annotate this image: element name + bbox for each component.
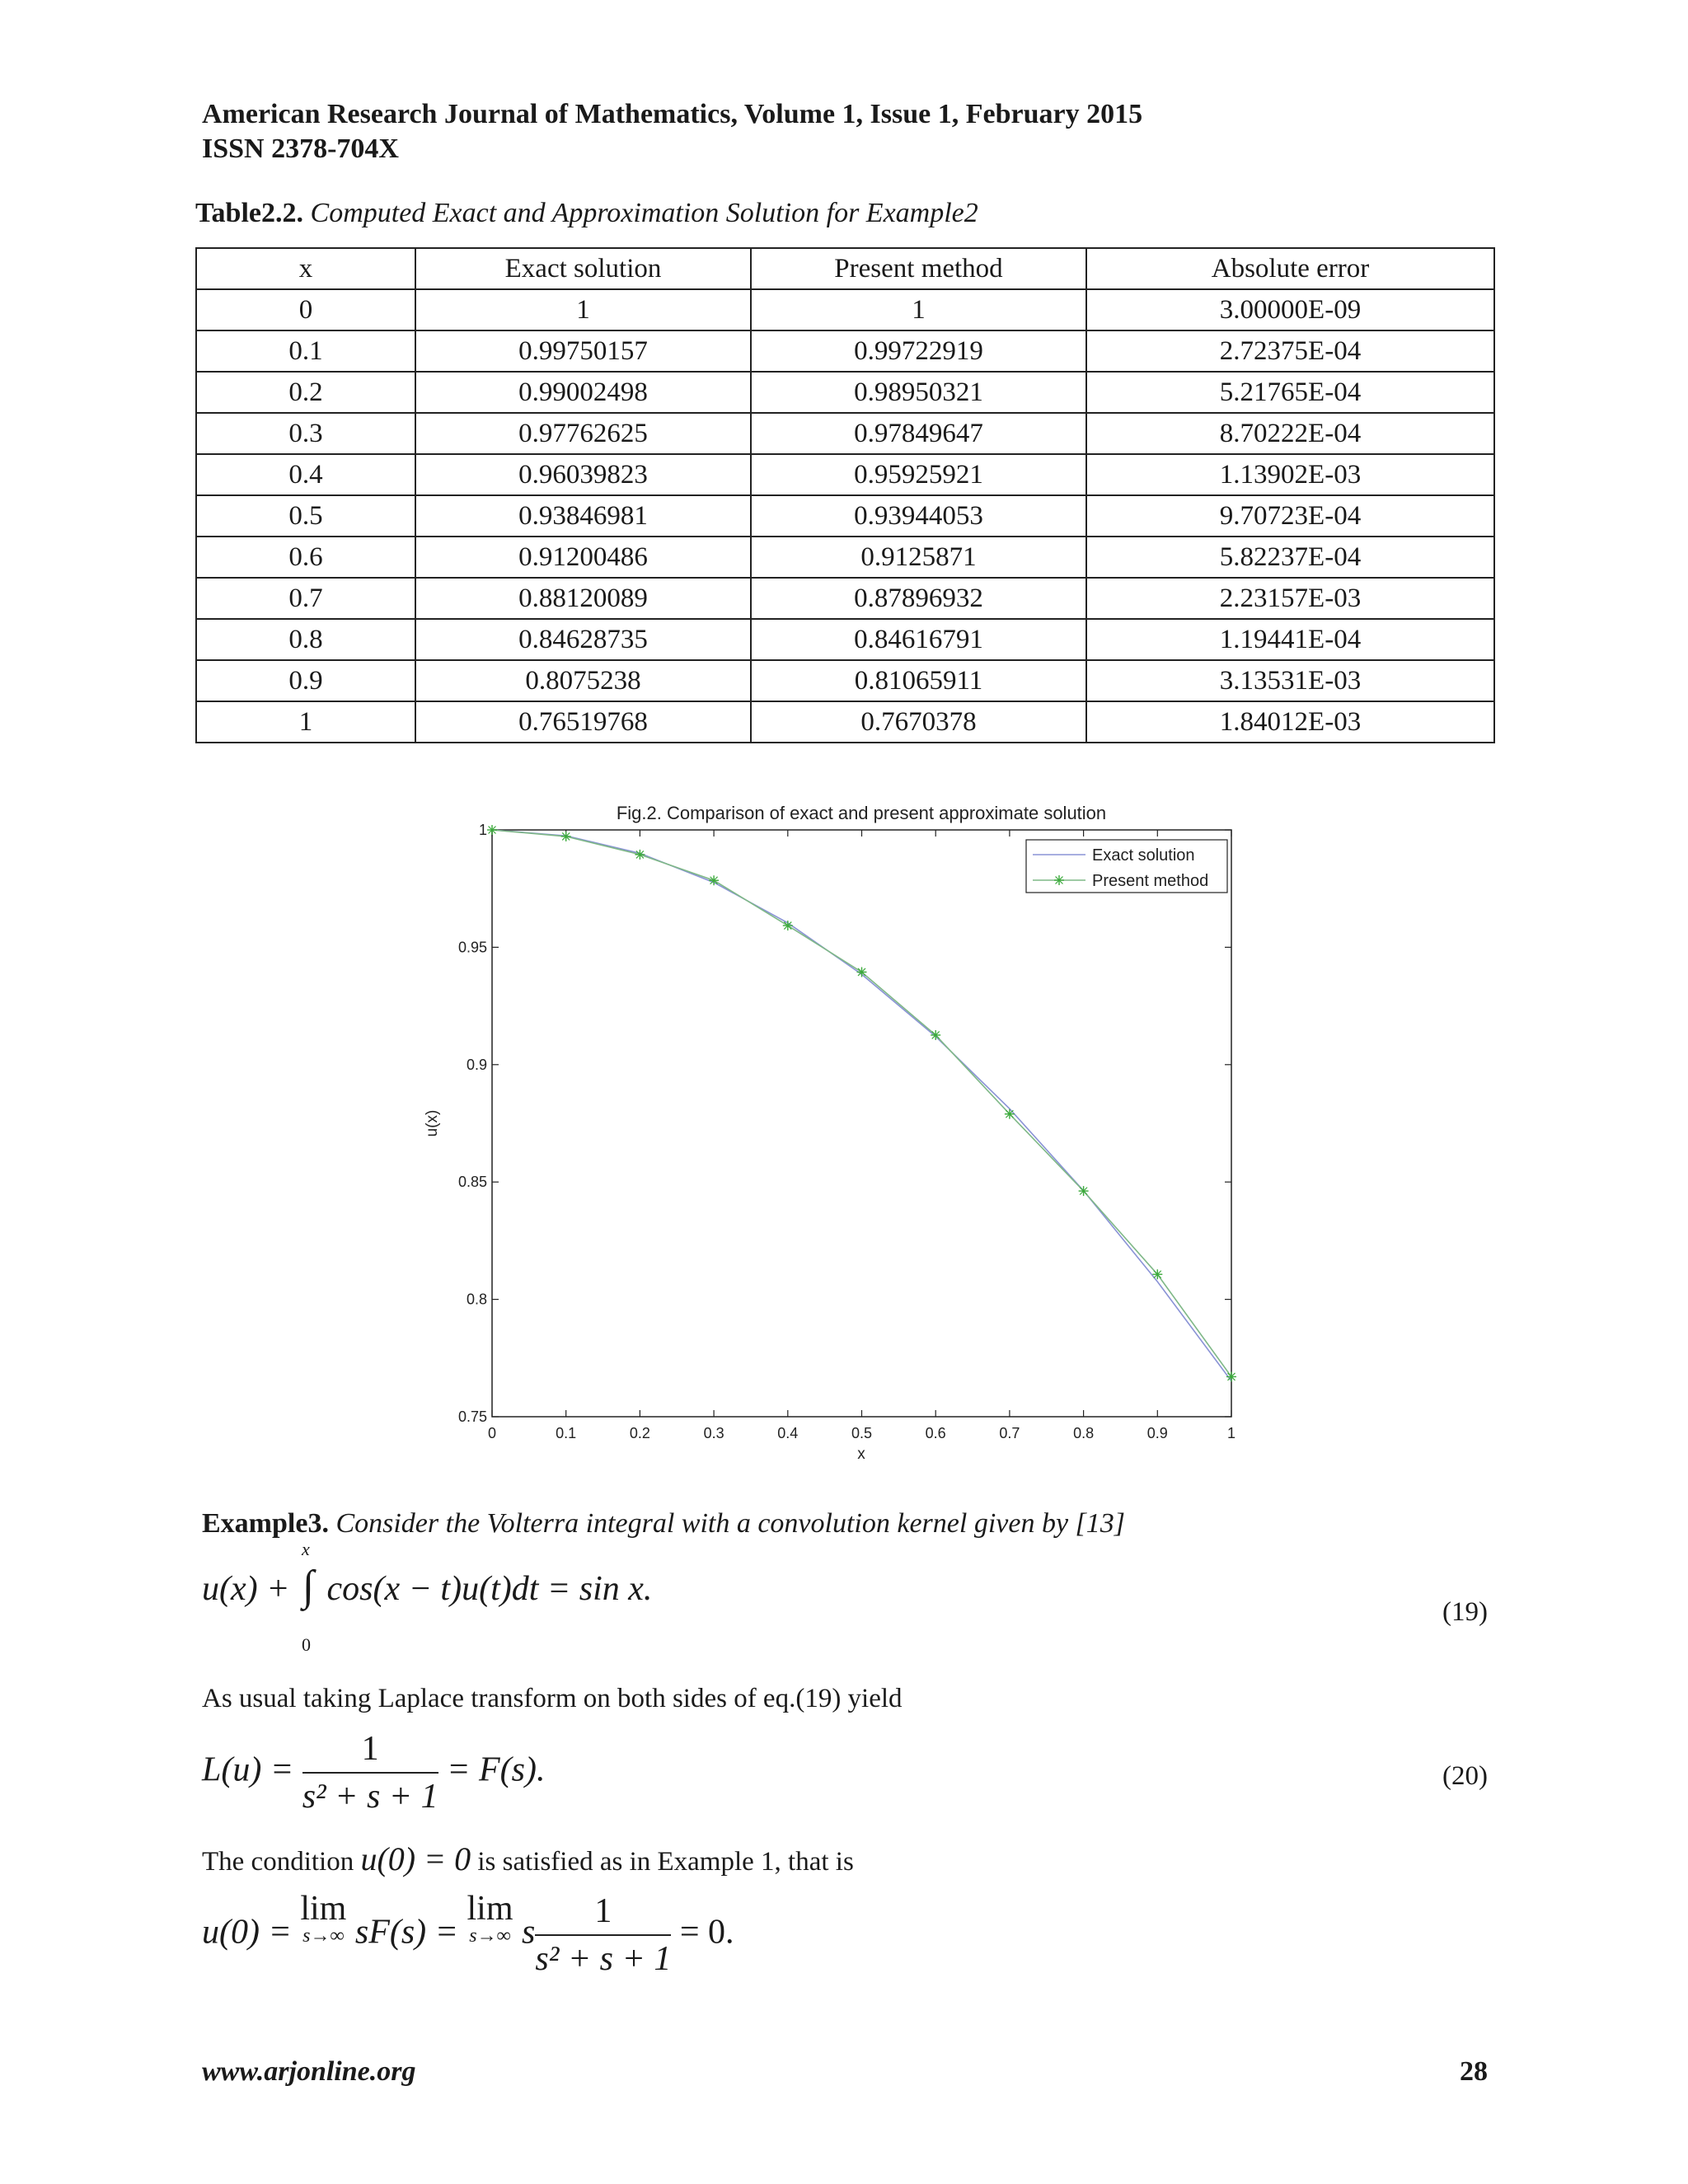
y-tick-label: 1 [478, 822, 487, 838]
table-cell: 1 [196, 701, 415, 743]
eq21-s: s [513, 1913, 536, 1952]
table-cell: 1 [415, 289, 751, 330]
example-label: Example3. [202, 1508, 329, 1539]
eq20-numerator: 1 [302, 1729, 438, 1774]
table-row [196, 537, 1494, 578]
x-tick-label: 0.6 [925, 1425, 946, 1441]
series-lines [487, 825, 1236, 1381]
column-header: Exact solution [415, 248, 751, 289]
table-cell: 0.97849647 [751, 413, 1086, 454]
present-method-marker [635, 850, 645, 860]
x-tick-label: 0.9 [1146, 1425, 1168, 1441]
example-heading [202, 1508, 1125, 1540]
table-caption [195, 198, 978, 229]
integral-upper-limit: x [301, 1539, 310, 1559]
integral-sign: x ∫ 0 [301, 1539, 315, 1655]
x-tick-label: 0.5 [851, 1425, 873, 1441]
limit-2 [467, 1891, 513, 1946]
footer-website: www.arjonline.org [202, 2056, 416, 2087]
table-cell: 0.99002498 [415, 372, 751, 413]
eq20-fraction [302, 1729, 438, 1816]
paragraph-condition [202, 1840, 854, 1878]
condition-text-before: The condition [202, 1847, 361, 1877]
x-tick-label: 0 [487, 1425, 497, 1441]
table-cell: 1.84012E-03 [1086, 701, 1494, 743]
table-cell: 0.99750157 [415, 330, 751, 372]
table-header-row [196, 248, 1494, 289]
journal-issn: ISSN 2378-704X [202, 134, 399, 164]
table-cell: 0.6 [196, 537, 415, 578]
x-tick-label: 0.8 [1073, 1425, 1095, 1441]
comparison-chart [412, 795, 1261, 1479]
table-cell: 8.70222E-04 [1086, 413, 1494, 454]
present-method-marker [783, 921, 793, 930]
y-tick-label: 0.8 [466, 1291, 487, 1308]
table-cell: 0.84628735 [415, 619, 751, 660]
table-cell: 0.7670378 [751, 701, 1086, 743]
table-row [196, 619, 1494, 660]
table-cell: 0.3 [196, 413, 415, 454]
table-cell: 0.88120089 [415, 578, 751, 619]
present-method-marker [487, 825, 497, 835]
journal-header [202, 97, 1142, 166]
eq20-left: L(u) = [202, 1750, 302, 1789]
table-caption-label: Table2.2. [195, 198, 304, 228]
chart-legend [1026, 840, 1227, 893]
integral-lower-limit: 0 [301, 1634, 311, 1655]
table-cell: 0.81065911 [751, 660, 1086, 701]
x-tick-label: 0.1 [556, 1425, 577, 1441]
table-cell: 0.99722919 [751, 330, 1086, 372]
present-method-marker [709, 875, 719, 885]
table-cell: 3.13531E-03 [1086, 660, 1494, 701]
table-cell: 0.91200486 [415, 537, 751, 578]
table-cell: 3.00000E-09 [1086, 289, 1494, 330]
x-tick-label: 0.7 [999, 1425, 1020, 1441]
table-cell: 2.23157E-03 [1086, 578, 1494, 619]
present-method-marker [1005, 1109, 1015, 1119]
y-tick-label: 0.75 [457, 1408, 487, 1425]
table-row [196, 701, 1494, 743]
eq19-body: cos(x − t)u(t)dt = sin x. [326, 1570, 653, 1608]
table-row [196, 578, 1494, 619]
table-cell: 0.87896932 [751, 578, 1086, 619]
column-header: Absolute error [1086, 248, 1494, 289]
x-tick-label: 0.3 [703, 1425, 724, 1441]
legend-marker [1054, 875, 1064, 885]
y-tick-label: 0.95 [457, 939, 487, 956]
equation-20 [202, 1729, 545, 1816]
table-caption-text: Computed Exact and Approximation Solution for Example2 [310, 198, 978, 228]
table-cell: 0.97762625 [415, 413, 751, 454]
equation-number-19: (19) [1442, 1597, 1488, 1627]
eq20-right: = F(s). [438, 1750, 546, 1789]
table-cell: 0.5 [196, 495, 415, 537]
table-cell: 0.9 [196, 660, 415, 701]
table-row [196, 330, 1494, 372]
table-cell: 0.76519768 [415, 701, 751, 743]
table-cell: 1.13902E-03 [1086, 454, 1494, 495]
table-cell: 0.1 [196, 330, 415, 372]
table-cell: 1 [751, 289, 1086, 330]
eq19-left: u(x) + [202, 1570, 298, 1608]
limit-1-text: lim [300, 1890, 347, 1928]
equation-limit [202, 1891, 734, 1979]
x-tick-label: 0.4 [777, 1425, 799, 1441]
eq21-denominator: s² + s + 1 [535, 1940, 672, 1978]
present-method-marker [561, 832, 571, 841]
table-cell: 5.82237E-04 [1086, 537, 1494, 578]
table-cell: 0.2 [196, 372, 415, 413]
table-cell: 0.98950321 [751, 372, 1086, 413]
present-method-marker [857, 967, 867, 977]
table-body [196, 289, 1494, 743]
present-method-marker [1152, 1269, 1162, 1279]
axis-ticks [458, 822, 1236, 1441]
present-method-line [492, 830, 1231, 1376]
limit-1-sub: s→∞ [302, 1925, 345, 1947]
paragraph-laplace: As usual taking Laplace transform on both sides of eq.(19) yield [202, 1684, 903, 1713]
table-row [196, 454, 1494, 495]
limit-1 [300, 1891, 346, 1946]
eq21-left: u(0) = [202, 1913, 301, 1952]
present-method-marker [1079, 1186, 1089, 1196]
table-cell: 1.19441E-04 [1086, 619, 1494, 660]
equation-number-20: (20) [1442, 1761, 1488, 1791]
table-cell: 0.84616791 [751, 619, 1086, 660]
table-cell: 0.7 [196, 578, 415, 619]
y-tick-label: 0.9 [466, 1056, 487, 1073]
eq21-right: = 0. [671, 1913, 734, 1952]
table-cell: 5.21765E-04 [1086, 372, 1494, 413]
table-cell: 0.95925921 [751, 454, 1086, 495]
table-cell: 0.93944053 [751, 495, 1086, 537]
journal-title: American Research Journal of Mathematics, Volume 1, Issue 1, February 2015 [202, 99, 1143, 129]
x-axis-label: x [857, 1446, 865, 1463]
limit-2-text: lim [467, 1890, 513, 1928]
y-tick-label: 0.85 [457, 1174, 487, 1191]
legend-label: Present method [1092, 872, 1209, 890]
table-cell: 0.93846981 [415, 495, 751, 537]
x-tick-label: 0.2 [629, 1425, 650, 1441]
table-cell: 0.8075238 [415, 660, 751, 701]
limit-2-sub: s→∞ [469, 1925, 511, 1947]
table-cell: 0.9125871 [751, 537, 1086, 578]
legend-label: Exact solution [1092, 846, 1195, 865]
column-header: x [196, 248, 415, 289]
equation-19 [202, 1539, 653, 1655]
eq21-fraction [535, 1891, 671, 1979]
y-axis-label: u(x) [424, 1109, 441, 1137]
condition-text-after: is satisfied as in Example 1, that is [471, 1847, 854, 1877]
table-row [196, 413, 1494, 454]
page-number: 28 [1460, 2056, 1488, 2087]
exact-solution-line [492, 830, 1231, 1381]
table-row [196, 289, 1494, 330]
example-text: Consider the Volterra integral with a convolution kernel given by [13] [335, 1508, 1125, 1539]
x-tick-label: 1 [1226, 1425, 1236, 1441]
results-table [195, 247, 1495, 743]
eq20-denominator: s² + s + 1 [302, 1778, 438, 1816]
eq21-mid: sF(s) = [346, 1913, 467, 1952]
table-cell: 0.8 [196, 619, 415, 660]
table-row [196, 495, 1494, 537]
table-cell: 0.4 [196, 454, 415, 495]
table-cell: 9.70723E-04 [1086, 495, 1494, 537]
table-cell: 0 [196, 289, 415, 330]
present-method-marker [1226, 1371, 1236, 1381]
table-cell: 2.72375E-04 [1086, 330, 1494, 372]
table-row [196, 660, 1494, 701]
eq21-numerator: 1 [535, 1891, 671, 1936]
present-method-marker [931, 1030, 940, 1040]
column-header: Present method [751, 248, 1086, 289]
chart-title: Fig.2. Comparison of exact and present approximate solution [616, 803, 1107, 823]
table-cell: 0.96039823 [415, 454, 751, 495]
condition-math: u(0) = 0 [360, 1840, 471, 1877]
plot-area-frame [492, 830, 1231, 1417]
table-row [196, 372, 1494, 413]
